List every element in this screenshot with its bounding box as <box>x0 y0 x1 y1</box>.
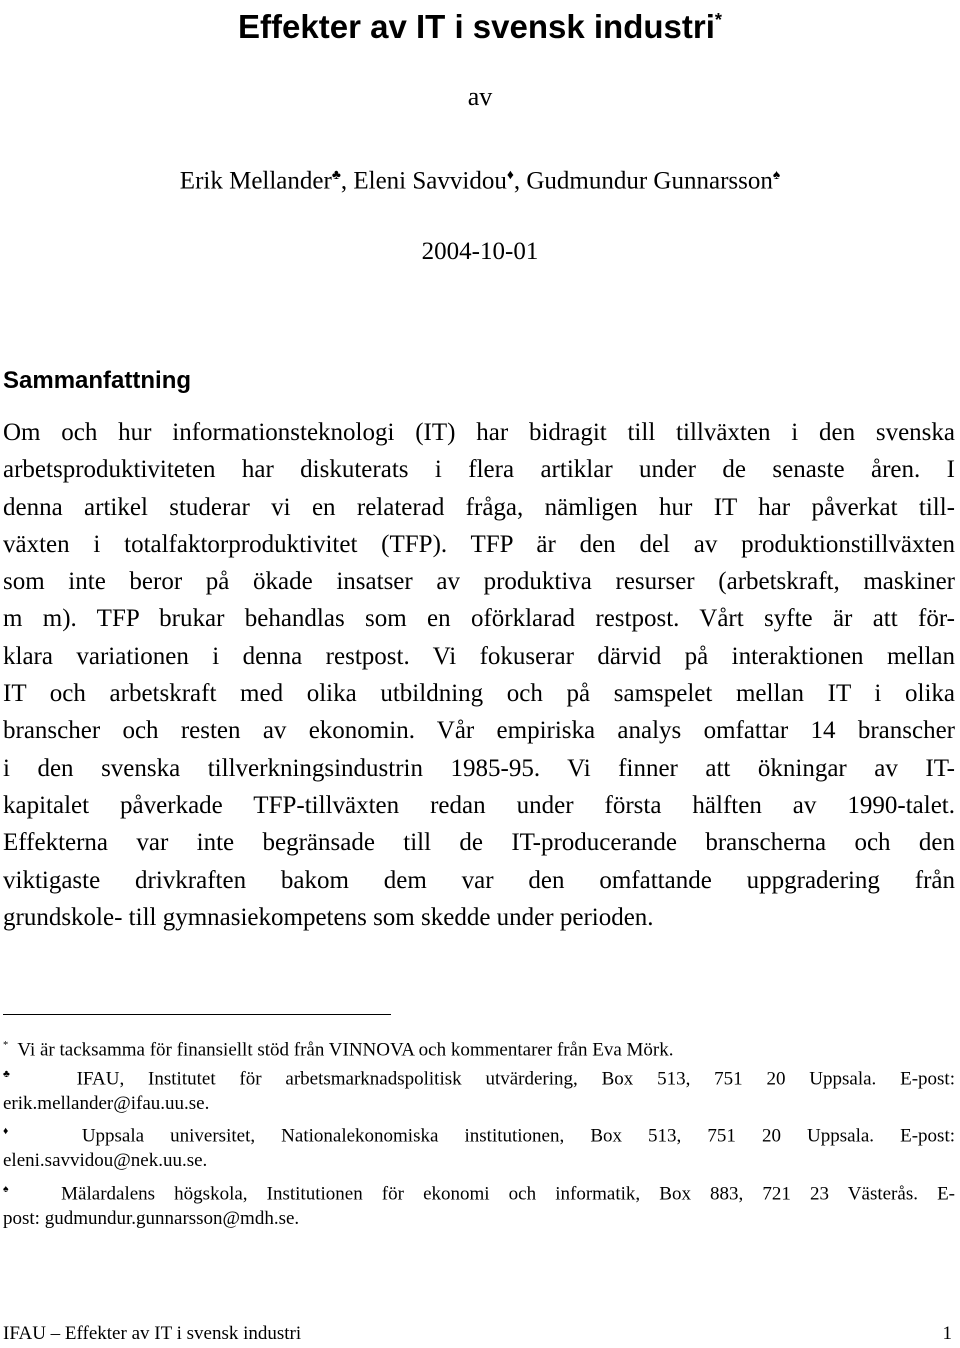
footnote-email: eleni.savvidou@nek.uu.se. <box>3 1150 208 1172</box>
footnote-mark: * <box>3 1040 9 1051</box>
footnote <box>3 1118 955 1176</box>
abstract-line: Om och hur informationsteknologi (IT) har bidragit till tillväxten i den svenska <box>3 419 955 446</box>
running-footer: IFAU – Effekter av IT i svensk industri <box>3 1323 302 1344</box>
abstract-line: IT och arbetskraft med olika utbildning och på samspelet mellan IT i olika <box>3 680 955 708</box>
abstract-line: klara variationen i denna restpost. Vi fokuserar därvid på interaktionen mellan <box>3 642 955 670</box>
author-name: Gudmundur Gunnarsson <box>526 167 773 195</box>
abstract-line: denna artikel studerar vi en relaterad fråga, nämligen hur IT har påverkat till- <box>3 493 955 521</box>
footnote <box>3 1061 955 1119</box>
footnote-mark: ♦ <box>3 1126 30 1138</box>
abstract-line: m m). TFP brukar behandlas som en oförklarad restpost. Vårt syfte är att för- <box>3 605 955 633</box>
footnote-email: post: gudmundur.gunnarsson@mdh.se. <box>3 1207 300 1229</box>
abstract-line: växten i totalfaktorproduktivitet (TFP). TFP är den del av produktionstillväxten <box>3 530 955 558</box>
footnote <box>3 1176 955 1234</box>
footnote-line <box>3 1032 955 1061</box>
footnote-text: Vi är tacksamma för finansiellt stöd från VINNOVA och kommentarer från Eva Mörk. <box>17 1039 674 1061</box>
author-separator: , <box>340 167 354 195</box>
page-number: 1 <box>942 1323 952 1344</box>
author-name: Erik Mellander <box>179 167 332 195</box>
footnote-text: IFAU, Institutet för arbetsmarknadspolitisk utvärdering, Box 513, 751 20 Uppsala. E-post: <box>76 1068 955 1090</box>
footnote-email: erik.mellander@ifau.uu.se. <box>3 1092 210 1114</box>
by-line: av <box>467 82 493 111</box>
footnote-mark: ♠ <box>3 1183 23 1195</box>
footnote-mark: ♣ <box>3 1068 29 1080</box>
footnote <box>3 1032 955 1061</box>
author-mark: ♦ <box>506 167 514 182</box>
paper-title <box>0 0 960 47</box>
abstract-line: i den svenska tillverkningsindustrin 1985-95. Vi finner att ökningar av IT- <box>3 754 955 782</box>
abstract-line: grundskole- till gymnasiekompetens som skedde under perioden. <box>3 903 654 931</box>
footnote-line <box>3 1061 955 1090</box>
abstract-body <box>3 414 955 936</box>
footnote-line <box>3 1176 955 1205</box>
paper-date: 2004-10-01 <box>421 238 539 265</box>
abstract-heading: Sammanfattning <box>3 367 192 394</box>
abstract-line: branscher och resten av ekonomin. Vår empiriska analys omfattar 14 branscher <box>3 717 955 745</box>
abstract-line: viktigaste drivkraften bakom dem var den omfattande uppgradering från <box>3 866 955 894</box>
abstract-line: som inte beror på ökade insatser av produktiva resurser (arbetskraft, maskiner <box>3 568 955 596</box>
footnote-text: Uppsala universitet, Nationalekonomiska institutionen, Box 513, 751 20 Uppsala. E-post: <box>81 1125 956 1147</box>
title-footnote-mark: * <box>714 10 722 30</box>
title-text: Effekter av IT i svensk industri <box>238 8 715 45</box>
author-mark: ♣ <box>331 167 341 182</box>
footnote-divider <box>3 1014 391 1015</box>
author-separator: , <box>513 167 527 195</box>
abstract-line: kapitalet påverkade TFP-tillväxten redan under första hälften av 1990-talet. <box>3 791 955 819</box>
abstract-line: arbetsproduktiviteten har diskuterats i flera artiklar under de senaste åren. I <box>3 456 955 484</box>
footnotes <box>3 1032 955 1234</box>
footnote-line <box>3 1118 955 1147</box>
footnote-text: Mälardalens högskola, Institutionen för ekonomi och informatik, Box 883, 721 23 Västerås. E- <box>61 1183 956 1205</box>
author-name: Eleni Savvidou <box>353 167 507 195</box>
author-list <box>0 160 960 196</box>
abstract-line: Effekterna var inte begränsade till de IT-producerande branscherna och den <box>3 829 955 857</box>
author-mark: ♠ <box>772 167 781 182</box>
